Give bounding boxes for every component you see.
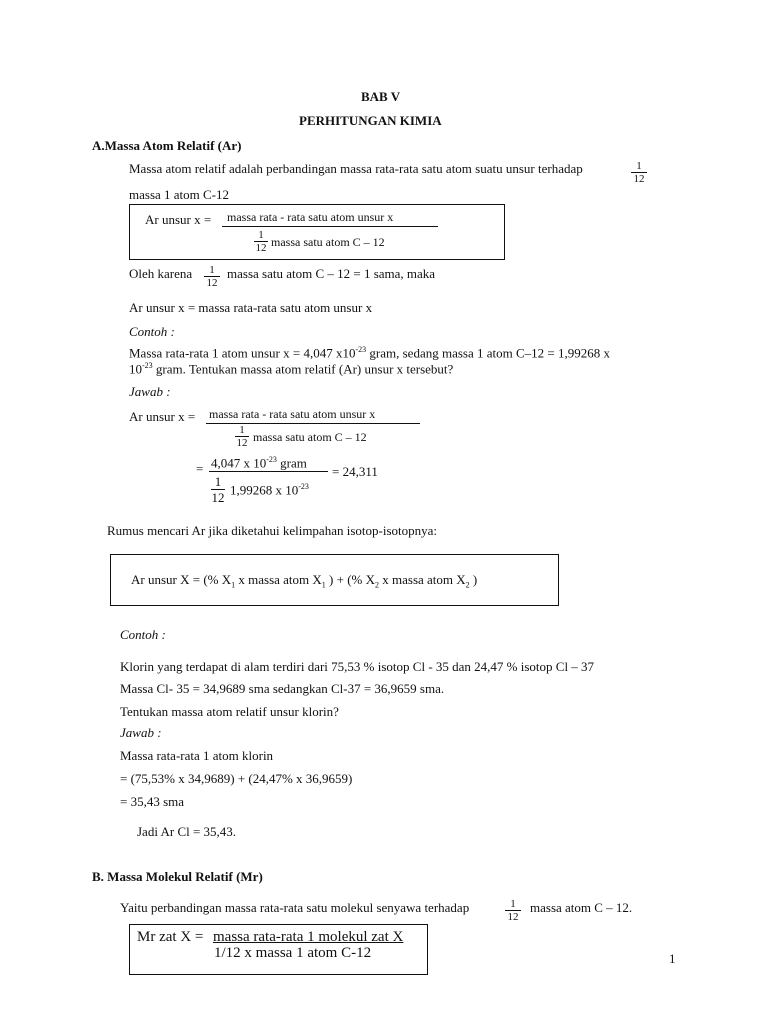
section-a-title: A.Massa Atom Relatif (Ar): [92, 138, 242, 153]
section-b-definition-post: massa atom C – 12.: [530, 900, 633, 915]
klorin-line-2: Massa Cl- 35 = 34,9689 sma sedangkan Cl-37 = 36,9659 sma.: [120, 681, 445, 696]
definition-line-1: Massa atom relatif adalah perbandingan massa rata-rata satu atom suatu unsur terhadap: [129, 161, 583, 176]
mr-formula-lhs: Mr zat X =: [137, 929, 204, 945]
contoh-label-2: Contoh :: [120, 627, 166, 642]
section-b-definition-pre: Yaitu perbandingan massa rata-rata satu molekul senyawa terhadap: [120, 900, 470, 915]
formula-lhs: Ar unsur x =: [145, 212, 212, 227]
klorin-line-1: Klorin yang terdapat di alam terdiri dari 75,53 % isotop Cl - 35 dan 24,47 % isotop Cl – 37: [120, 659, 595, 674]
fraction-one-twelfth: $\frac{1}{12}$: [631, 160, 647, 185]
klorin-answer-2: = (75,53% x 34,9689) + (24,47% x 36,9659): [120, 771, 353, 786]
calc-denominator: 1,99268 x $10^{-23}$: [230, 482, 309, 498]
answer-lhs: Ar unsur x =: [129, 409, 196, 424]
example-line-1: Massa rata-rata 1 atom unsur x = 4,047 $x10^{-23}$ gram, sedang massa 1 atom C–12 = 1,99268 x: [129, 345, 610, 361]
oleh-karena-post: massa satu atom C – 12 = 1 sama, maka: [227, 266, 436, 281]
section-b-title: B. Massa Molekul Relatif (Mr): [92, 869, 263, 884]
mr-formula-denominator: 1/12 x massa 1 atom C-12: [214, 945, 372, 961]
answer-denominator-text: massa satu atom C – 12: [253, 430, 367, 444]
formula-one-twelfth: $\frac{1}{12}$: [255, 229, 267, 254]
chapter-title: PERHITUNGAN KIMIA: [299, 113, 442, 128]
isotope-formula: Ar unsur X = (% $X_1$ x massa atom $X_1$ ) + (% $X_2$ x massa atom $X_2$ ): [131, 572, 478, 590]
page-number: 1: [669, 951, 676, 966]
calc-fraction-bar: [209, 471, 328, 472]
contoh-label: Contoh :: [129, 324, 175, 339]
definition-line-2: massa 1 atom C-12: [129, 187, 230, 202]
klorin-answer-1: Massa rata-rata 1 atom klorin: [120, 748, 274, 763]
jawab-label-2: Jawab :: [120, 725, 162, 740]
mr-formula-numerator: massa rata-rata 1 molekul zat X: [213, 929, 404, 945]
klorin-conclusion: Jadi Ar Cl = 35,43.: [137, 824, 237, 839]
calc-numerator: 4,047 x $10^{-23}$ gram: [211, 455, 307, 471]
formula-numerator: massa rata - rata satu atom unsur x: [227, 210, 394, 224]
calc-one-twelfth: $\frac{1}{12}$: [211, 474, 225, 505]
answer-numerator: massa rata - rata satu atom unsur x: [209, 407, 376, 421]
formula-denominator-text: massa satu atom C – 12: [271, 235, 385, 249]
klorin-answer-3: = 35,43 sma: [120, 794, 185, 809]
calc-result: = 24,311: [332, 464, 378, 479]
chapter-label: BAB V: [361, 89, 401, 104]
isotope-intro: Rumus mencari Ar jika diketahui kelimpahan isotop-isotopnya:: [107, 523, 437, 538]
oleh-karena-pre: Oleh karena: [129, 266, 193, 281]
simplified-formula: Ar unsur x = massa rata-rata satu atom unsur x: [129, 300, 373, 315]
answer-one-twelfth: $\frac{1}{12}$: [236, 424, 248, 449]
example-line-2: $10^{-23}$ gram. Tentukan massa atom relatif (Ar) unsur x tersebut?: [129, 361, 454, 377]
formula-fraction-bar: [222, 226, 438, 227]
calc-equals: =: [196, 461, 204, 476]
klorin-line-3: Tentukan massa atom relatif unsur klorin?: [120, 704, 339, 719]
jawab-label: Jawab :: [129, 384, 171, 399]
section-b-fraction: $\frac{1}{12}$: [505, 898, 521, 923]
oleh-fraction: $\frac{1}{12}$: [204, 264, 220, 289]
